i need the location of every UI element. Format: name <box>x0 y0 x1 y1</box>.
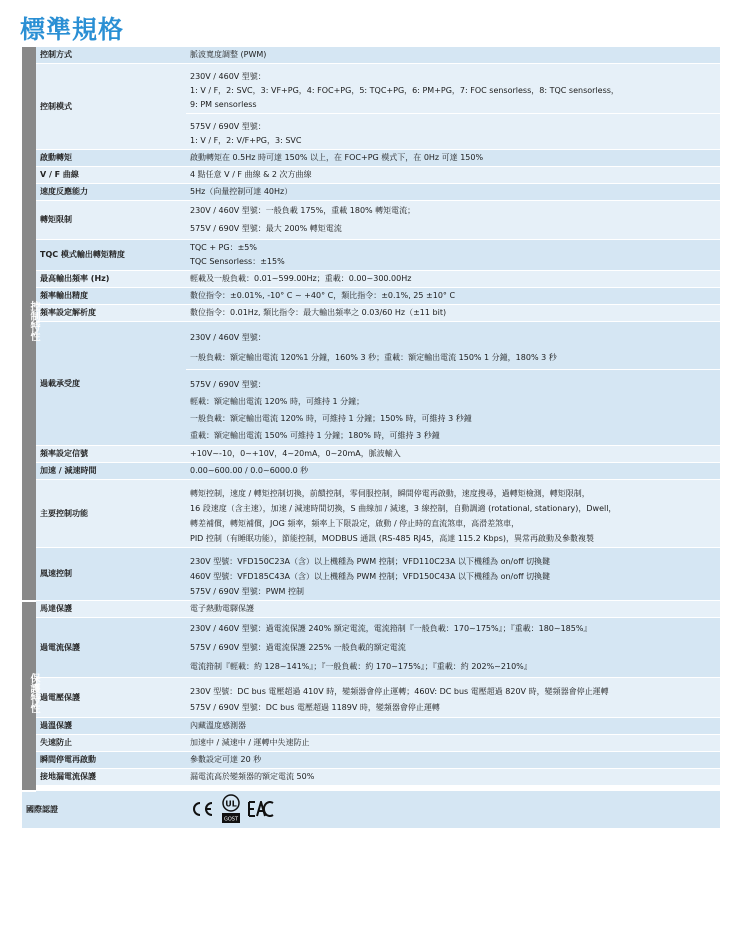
row-tqc-accuracy <box>22 240 720 271</box>
row-value <box>186 618 720 678</box>
row-motor-protection <box>22 601 720 618</box>
value-line: 一般負載：額定輸出電流 120% 時，可維持 1 分鐘；150% 時，可維持 3 秒鐘 <box>190 414 472 423</box>
row-freq-resolution <box>22 305 720 322</box>
row-value <box>186 240 720 271</box>
row-value: 參數設定可達 20 秒 <box>186 752 720 769</box>
value-line: 16 段速度（含主速），加速 / 減速時間切換，S 曲線加 / 減速，3 線控制，自動調適 (rotational, stationary)，Dwell， <box>190 504 617 513</box>
group-protection <box>22 601 39 791</box>
row-value: 數位指令：±0.01%, -10° C ~ +40° C，類比指令：±0.1%, 25 ±10° C <box>186 288 720 305</box>
row-stall <box>22 735 720 752</box>
value-line: 230V 型號：VFD150C23A（含）以上機種為 PWM 控制；VFD110C23A 以下機種為 on/off 切換鍵 <box>190 557 551 566</box>
row-label: V / F 曲線 <box>36 167 186 184</box>
row-accel-time <box>22 463 720 480</box>
row-power-loss <box>22 752 720 769</box>
row-fan-control <box>22 548 720 601</box>
row-label: 馬達保護 <box>36 601 186 618</box>
row-value <box>186 480 720 548</box>
row-value <box>186 114 720 150</box>
row-label: 速度反應能力 <box>36 184 186 201</box>
row-label: 最高輸出頻率 (Hz) <box>36 271 186 288</box>
row-label: 頻率設定信號 <box>36 446 186 463</box>
value-line: 460V 型號：VFD185C43A（含）以上機種為 PWM 控制；VFD150C43A 以下機種為 on/off 切換鍵 <box>190 572 551 581</box>
value-line: 230V / 460V 型號：過電流保護 240% 額定電流，電流箝制『一般負載：170~175%』；『重載：180~185%』 <box>190 624 592 633</box>
value-line: 轉矩控制，速度 / 轉矩控制切換，前饋控制，零伺服控制，瞬間停電再啟動，速度搜尋，過轉矩檢測，轉矩限制， <box>190 489 590 498</box>
row-label: 轉矩限制 <box>36 201 186 240</box>
row-main-functions <box>22 480 720 548</box>
value-line: 重載：額定輸出電流 150% 可維持 1 分鐘；180% 時，可維持 3 秒鐘 <box>190 431 440 440</box>
value-line: 230V / 460V 型號： <box>190 333 266 342</box>
row-label: 加速 / 減速時間 <box>36 463 186 480</box>
svg-text:UL: UL <box>225 799 237 809</box>
row-value: 脈波寬度調整 (PWM) <box>186 47 720 64</box>
row-value: 內藏溫度感測器 <box>186 718 720 735</box>
eac-mark-icon <box>248 801 274 817</box>
svg-text:GOST: GOST <box>223 816 239 823</box>
row-ground-leak <box>22 769 720 786</box>
row-label: 控制方式 <box>36 47 186 64</box>
row-value <box>186 678 720 718</box>
row-overtemp <box>22 718 720 735</box>
row-value <box>186 370 720 446</box>
row-label: 過電流保護 <box>36 618 186 678</box>
row-label: 風速控制 <box>36 548 186 601</box>
group-label-protection: 保護特性 <box>28 673 39 713</box>
value-line: 一般負載：額定輸出電流 120%1 分鐘，160% 3 秒；重載：額定輸出電流 150% 1 分鐘，180% 3 秒 <box>190 353 557 362</box>
value-line: 230V 型號：DC bus 電壓超過 410V 時，變頻器會停止運轉；460V: DC bus 電壓超過 820V 時，變頻器會停止運轉 <box>190 687 609 696</box>
row-value: 漏電流高於變頻器的額定電流 50% <box>186 769 720 786</box>
value-line: 575V / 690V 型號：最大 200% 轉矩電流 <box>190 224 342 233</box>
group-control <box>22 47 39 601</box>
row-label: 失速防止 <box>36 735 186 752</box>
row-label: 過溫保護 <box>36 718 186 735</box>
value-line: 575V / 690V 型號：過電流保護 225% 一般負載的額定電流 <box>190 643 406 652</box>
row-label: 控制模式 <box>36 64 186 150</box>
certification-marks <box>190 794 274 824</box>
row-value: 電子熱動電驛保護 <box>186 601 720 618</box>
value-line: 1: V / F，2: V/F+PG，3: SVC <box>190 136 302 145</box>
row-value <box>186 548 720 601</box>
row-max-freq <box>22 271 720 288</box>
row-certification <box>22 791 720 829</box>
row-value: 數位指令：0.01Hz, 類比指令：最大輸出頻率之 0.03/60 Hz（±11 bit) <box>186 305 720 322</box>
value-line: 230V / 460V 型號： <box>190 72 266 81</box>
row-vf-curve <box>22 167 720 184</box>
row-overcurrent <box>22 618 720 678</box>
row-label: 過載承受度 <box>36 322 186 446</box>
row-starting-torque <box>22 150 720 167</box>
row-label: 啟動轉矩 <box>36 150 186 167</box>
row-label: 頻率設定解析度 <box>36 305 186 322</box>
row-control-mode <box>22 64 720 114</box>
row-value: +10V~-10，0~+10V，4~20mA，0~20mA，脈波輸入 <box>186 446 720 463</box>
group-label-control: 控制特性 <box>28 300 39 341</box>
value-line: 575V / 690V 型號： <box>190 122 266 131</box>
row-label: 過電壓保護 <box>36 678 186 718</box>
spec-table <box>22 47 720 829</box>
value-line: 230V / 460V 型號：一般負載 175%，重載 180% 轉矩電流； <box>190 206 416 215</box>
row-freq-accuracy <box>22 288 720 305</box>
row-value: 5Hz（向量控制可達 40Hz） <box>186 184 720 201</box>
row-value: 加速中 / 減速中 / 運轉中失速防止 <box>186 735 720 752</box>
value-line: 575V / 690V 型號：DC bus 電壓超過 1189V 時，變頻器會停止運轉 <box>190 703 440 712</box>
row-value <box>186 201 720 240</box>
row-value: 啟動轉矩在 0.5Hz 時可達 150% 以上，在 FOC+PG 模式下，在 0Hz 可達 150% <box>186 150 720 167</box>
value-line: 9: PM sensorless <box>190 100 257 109</box>
row-control-method <box>22 47 720 64</box>
ce-mark-icon <box>190 801 214 817</box>
row-overload <box>22 322 720 370</box>
row-value <box>186 791 720 829</box>
value-line: 轉差補償，轉矩補償，JOG 頻率，頻率上下限設定，啟動 / 停止時的直流煞車，高滑差煞車， <box>190 519 520 528</box>
value-line: 575V / 690V 型號： <box>190 380 266 389</box>
row-label: 主要控制功能 <box>36 480 186 548</box>
row-label: 頻率輸出精度 <box>36 288 186 305</box>
value-line: 電流箝制『輕載：約 128~141%』；『一般負載：約 170~175%』；『重載：約 202%~210%』 <box>190 662 532 671</box>
value-line: 575V / 690V 型號：PWM 控制 <box>190 587 304 596</box>
value-line: TQC + PG：±5% <box>190 243 257 252</box>
row-value: 4 點任意 V / F 曲線 & 2 次方曲線 <box>186 167 720 184</box>
value-line: PID 控制（有睡眠功能），節能控制，MODBUS 通訊 (RS-485 RJ45，高達 115.2 Kbps)，異常再啟動及參數複製 <box>190 534 594 543</box>
row-label: 國際認證 <box>22 791 186 829</box>
value-line: 輕載：額定輸出電流 120% 時，可維持 1 分鐘； <box>190 397 365 406</box>
row-torque-limit <box>22 201 720 240</box>
row-speed-response <box>22 184 720 201</box>
row-label: TQC 模式輸出轉矩精度 <box>36 240 186 271</box>
row-overvoltage <box>22 678 720 718</box>
row-value <box>186 322 720 370</box>
ul-mark-icon <box>220 794 242 824</box>
value-line: TQC Sensorless：±15% <box>190 257 285 266</box>
value-line: 1: V / F，2: SVC，3: VF+PG，4: FOC+PG，5: TQC+PG，6: PM+PG，7: FOC sensorless，8: TQC sensorless， <box>190 86 619 95</box>
row-label: 接地漏電流保護 <box>36 769 186 786</box>
page-title: 標準規格 <box>20 15 125 44</box>
row-value <box>186 64 720 114</box>
row-freq-signal <box>22 446 720 463</box>
row-label: 瞬間停電再啟動 <box>36 752 186 769</box>
row-value: 0.00~600.00 / 0.0~6000.0 秒 <box>186 463 720 480</box>
row-value: 輕載及一般負載：0.01~599.00Hz；重載：0.00~300.00Hz <box>186 271 720 288</box>
